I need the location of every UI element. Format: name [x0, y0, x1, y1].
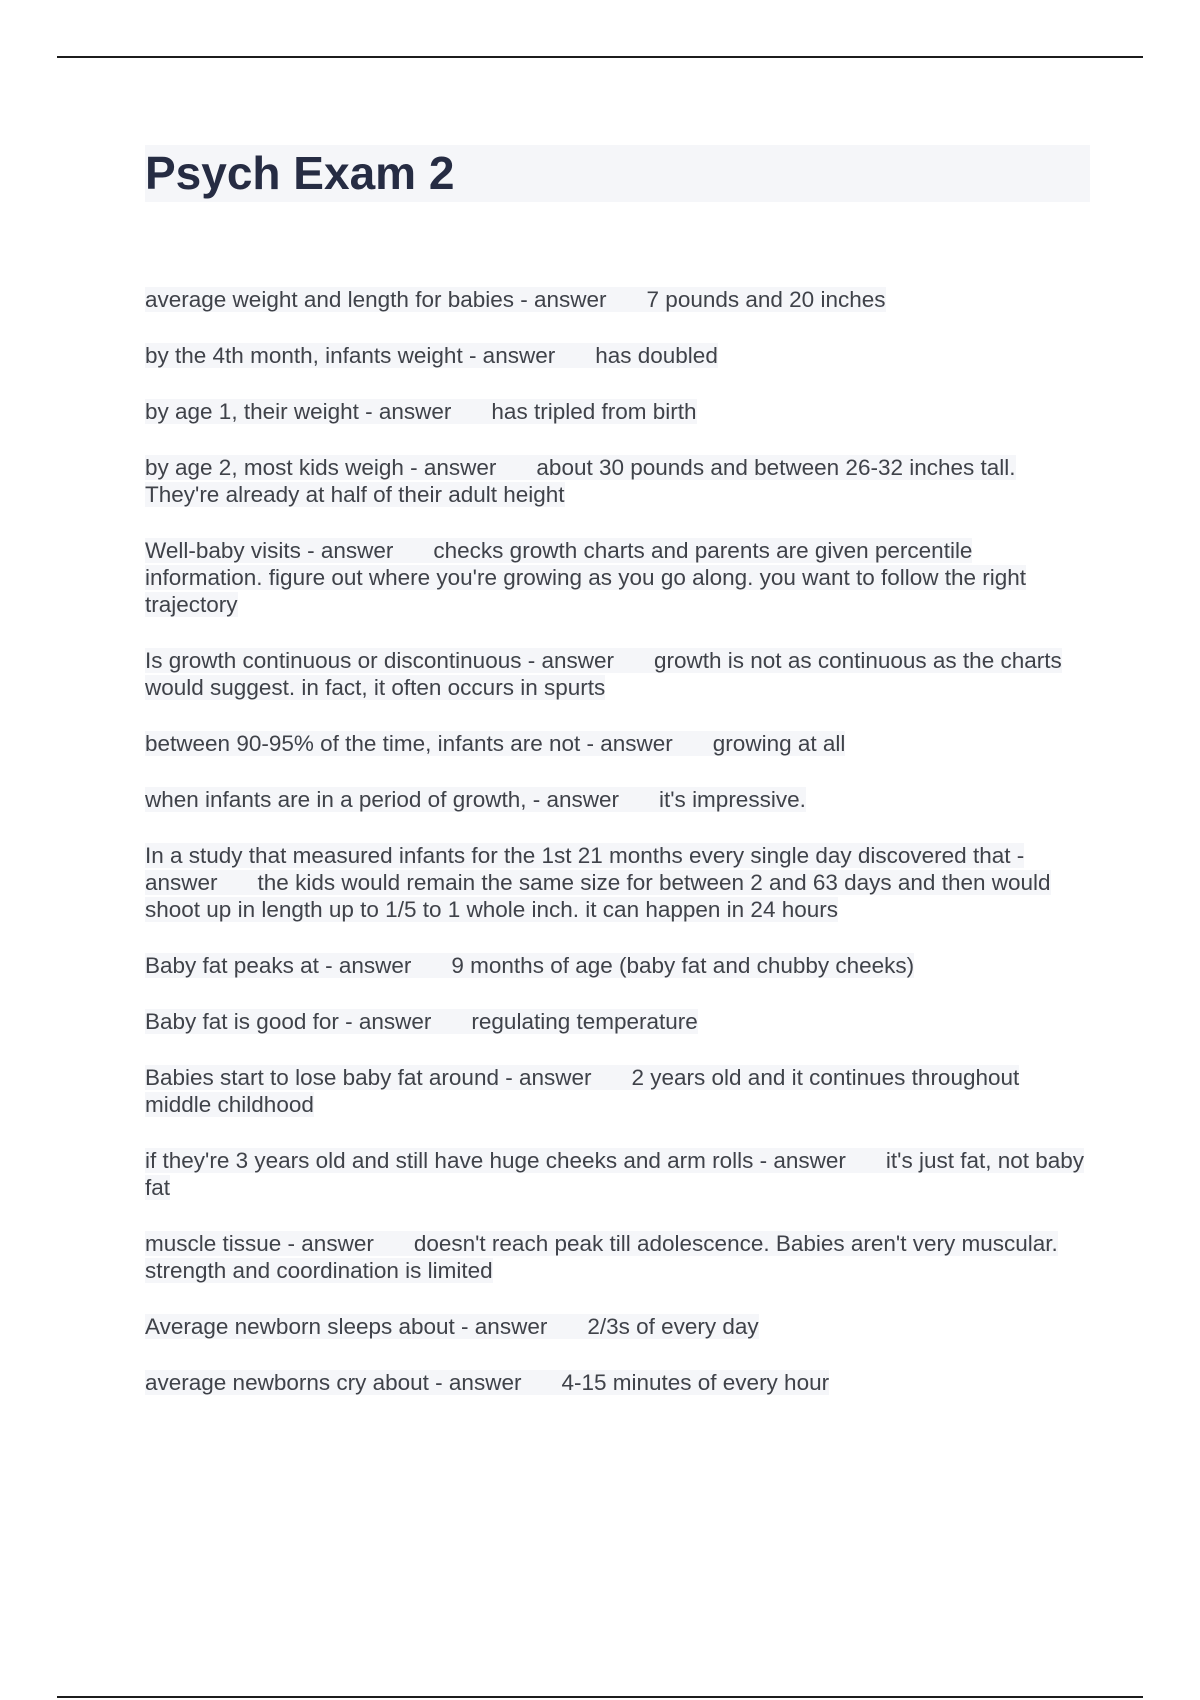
top-rule: [57, 56, 1143, 58]
flashcard-definition: the kids would remain the same size for between 2 and 63 days and then would shoot up in length up to 1/5 to 1 whole inch. it can happen in 24 hours: [145, 870, 1051, 922]
flashcard-definition: 9 months of age (baby fat and chubby cheeks): [451, 953, 915, 978]
flashcard: [145, 1008, 1090, 1035]
flashcard-list: [145, 286, 1090, 1396]
flashcard-definition: growth is not as continuous as the charts would suggest. in fact, it often occurs in spurts: [145, 648, 1062, 700]
flashcard: [145, 454, 1090, 508]
flashcard: [145, 952, 1090, 979]
flashcard-definition: 2 years old and it continues throughout middle childhood: [145, 1065, 1020, 1117]
flashcard-definition: 7 pounds and 20 inches: [646, 287, 886, 312]
flashcard-term: In a study that measured infants for the 1st 21 months every single day discovered that - answer: [145, 843, 1025, 895]
flashcard-term: Babies start to lose baby fat around - answer: [145, 1065, 592, 1090]
flashcard-term: average weight and length for babies - answer: [145, 287, 607, 312]
flashcard: [145, 842, 1090, 923]
flashcard-term: Baby fat is good for - answer: [145, 1009, 432, 1034]
flashcard-definition: it's impressive.: [659, 787, 806, 812]
document-body: [145, 145, 1090, 1425]
flashcard-term: Average newborn sleeps about - answer: [145, 1314, 548, 1339]
flashcard: [145, 647, 1090, 701]
flashcard: [145, 1230, 1090, 1284]
title-block: [145, 145, 1090, 202]
flashcard-definition: checks growth charts and parents are given percentile information. figure out where you're growing as you go along. you want to follow the right trajectory: [145, 538, 1027, 617]
page-title: Psych Exam 2: [145, 147, 455, 199]
flashcard: [145, 398, 1090, 425]
flashcard-definition: regulating temperature: [471, 1009, 698, 1034]
flashcard-term: average newborns cry about - answer: [145, 1370, 522, 1395]
flashcard-term: if they're 3 years old and still have huge cheeks and arm rolls - answer: [145, 1148, 846, 1173]
flashcard-term: Baby fat peaks at - answer: [145, 953, 412, 978]
flashcard: [145, 342, 1090, 369]
flashcard-definition: has tripled from birth: [491, 399, 697, 424]
flashcard-term: muscle tissue - answer: [145, 1231, 374, 1256]
flashcard-definition: growing at all: [712, 731, 846, 756]
flashcard: [145, 537, 1090, 618]
flashcard: [145, 1369, 1090, 1396]
flashcard-term: by age 2, most kids weigh - answer: [145, 455, 497, 480]
flashcard-definition: has doubled: [595, 343, 718, 368]
flashcard: [145, 1313, 1090, 1340]
flashcard-term: by age 1, their weight - answer: [145, 399, 452, 424]
flashcard-definition: 2/3s of every day: [587, 1314, 759, 1339]
flashcard: [145, 1064, 1090, 1118]
flashcard: [145, 1147, 1090, 1201]
flashcard-term: Well-baby visits - answer: [145, 538, 394, 563]
flashcard-term: by the 4th month, infants weight - answer: [145, 343, 556, 368]
flashcard-definition: about 30 pounds and between 26-32 inches tall. They're already at half of their adult height: [145, 455, 1016, 507]
flashcard: [145, 286, 1090, 313]
flashcard: [145, 786, 1090, 813]
flashcard: [145, 730, 1090, 757]
flashcard-term: between 90-95% of the time, infants are not - answer: [145, 731, 673, 756]
flashcard-term: when infants are in a period of growth, - answer: [145, 787, 620, 812]
flashcard-definition: it's just fat, not baby fat: [145, 1148, 1085, 1200]
flashcard-term: Is growth continuous or discontinuous - answer: [145, 648, 614, 673]
bottom-rule: [57, 1696, 1143, 1698]
flashcard-definition: 4-15 minutes of every hour: [561, 1370, 830, 1395]
flashcard-definition: doesn't reach peak till adolescence. Babies aren't very muscular. strength and coordination is limited: [145, 1231, 1058, 1283]
